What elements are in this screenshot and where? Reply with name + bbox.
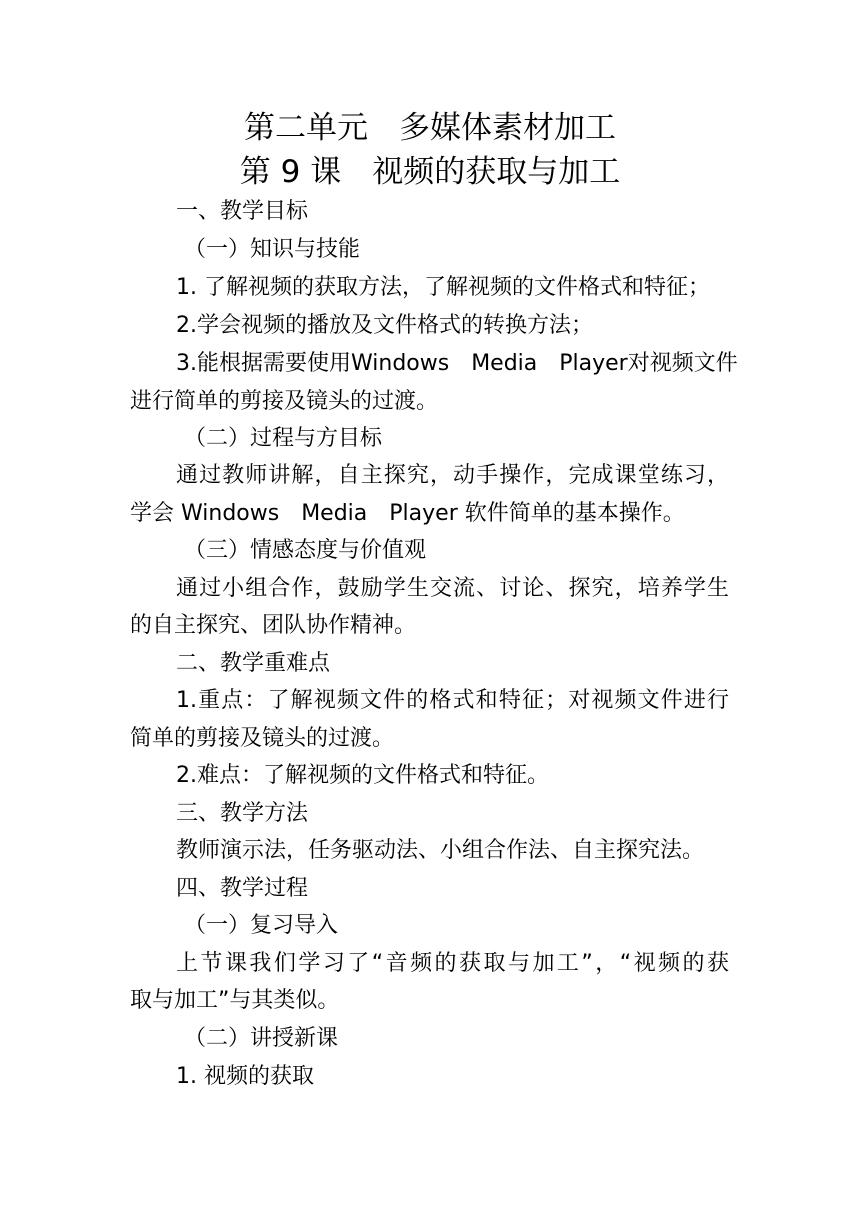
subsection-heading-process: （二）过程与方目标: [184, 426, 383, 451]
paragraph-line: 2.难点：了解视频的文件格式和特征。: [176, 763, 549, 788]
paragraph-line: 1. 视频的获取: [176, 1064, 314, 1089]
paragraph-line: 2.学会视频的播放及文件格式的转换方法；: [176, 313, 593, 338]
paragraph-line: 学会 Windows Media Player 软件简单的基本操作。: [130, 501, 685, 526]
section-heading-key-points: 二、教学重难点: [176, 651, 331, 676]
paragraph-line: 简单的剪接及镜头的过渡。: [130, 726, 395, 751]
paragraph-line: 上节课我们学习了“音频的获取与加工”，“视频的获: [176, 951, 729, 976]
subsection-heading-attitude: （三）情感态度与价值观: [184, 538, 427, 563]
paragraph-line: 取与加工”与其类似。: [130, 988, 340, 1013]
paragraph-line: 1.重点：了解视频文件的格式和特征；对视频文件进行: [176, 688, 729, 713]
subsection-heading-knowledge: （一）知识与技能: [184, 237, 361, 262]
paragraph-line: 进行简单的剪接及镜头的过渡。: [130, 389, 439, 414]
subsection-heading-review: （一）复习导入: [184, 913, 339, 938]
paragraph-line: 1. 了解视频的获取方法，了解视频的文件格式和特征；: [176, 275, 710, 300]
subsection-heading-new-lesson: （二）讲授新课: [184, 1026, 339, 1051]
paragraph-line: 教师演示法，任务驱动法、小组合作法、自主探究法。: [176, 838, 705, 863]
paragraph-line: 通过小组合作，鼓励学生交流、讨论、探究，培养学生: [176, 576, 729, 601]
section-heading-methods: 三、教学方法: [176, 801, 309, 826]
unit-title: 第二单元 多媒体素材加工: [244, 110, 616, 146]
section-heading-goals: 一、教学目标: [176, 199, 309, 224]
lesson-title: 第 9 课 视频的获取与加工: [239, 154, 621, 190]
paragraph-line: 3.能根据需要使用Windows Media Player对视频文件: [176, 351, 738, 376]
section-heading-process: 四、教学过程: [176, 876, 309, 901]
paragraph-line: 的自主探究、团队协作精神。: [130, 613, 417, 638]
paragraph-line: 通过教师讲解，自主探究，动手操作，完成课堂练习，: [176, 463, 729, 488]
